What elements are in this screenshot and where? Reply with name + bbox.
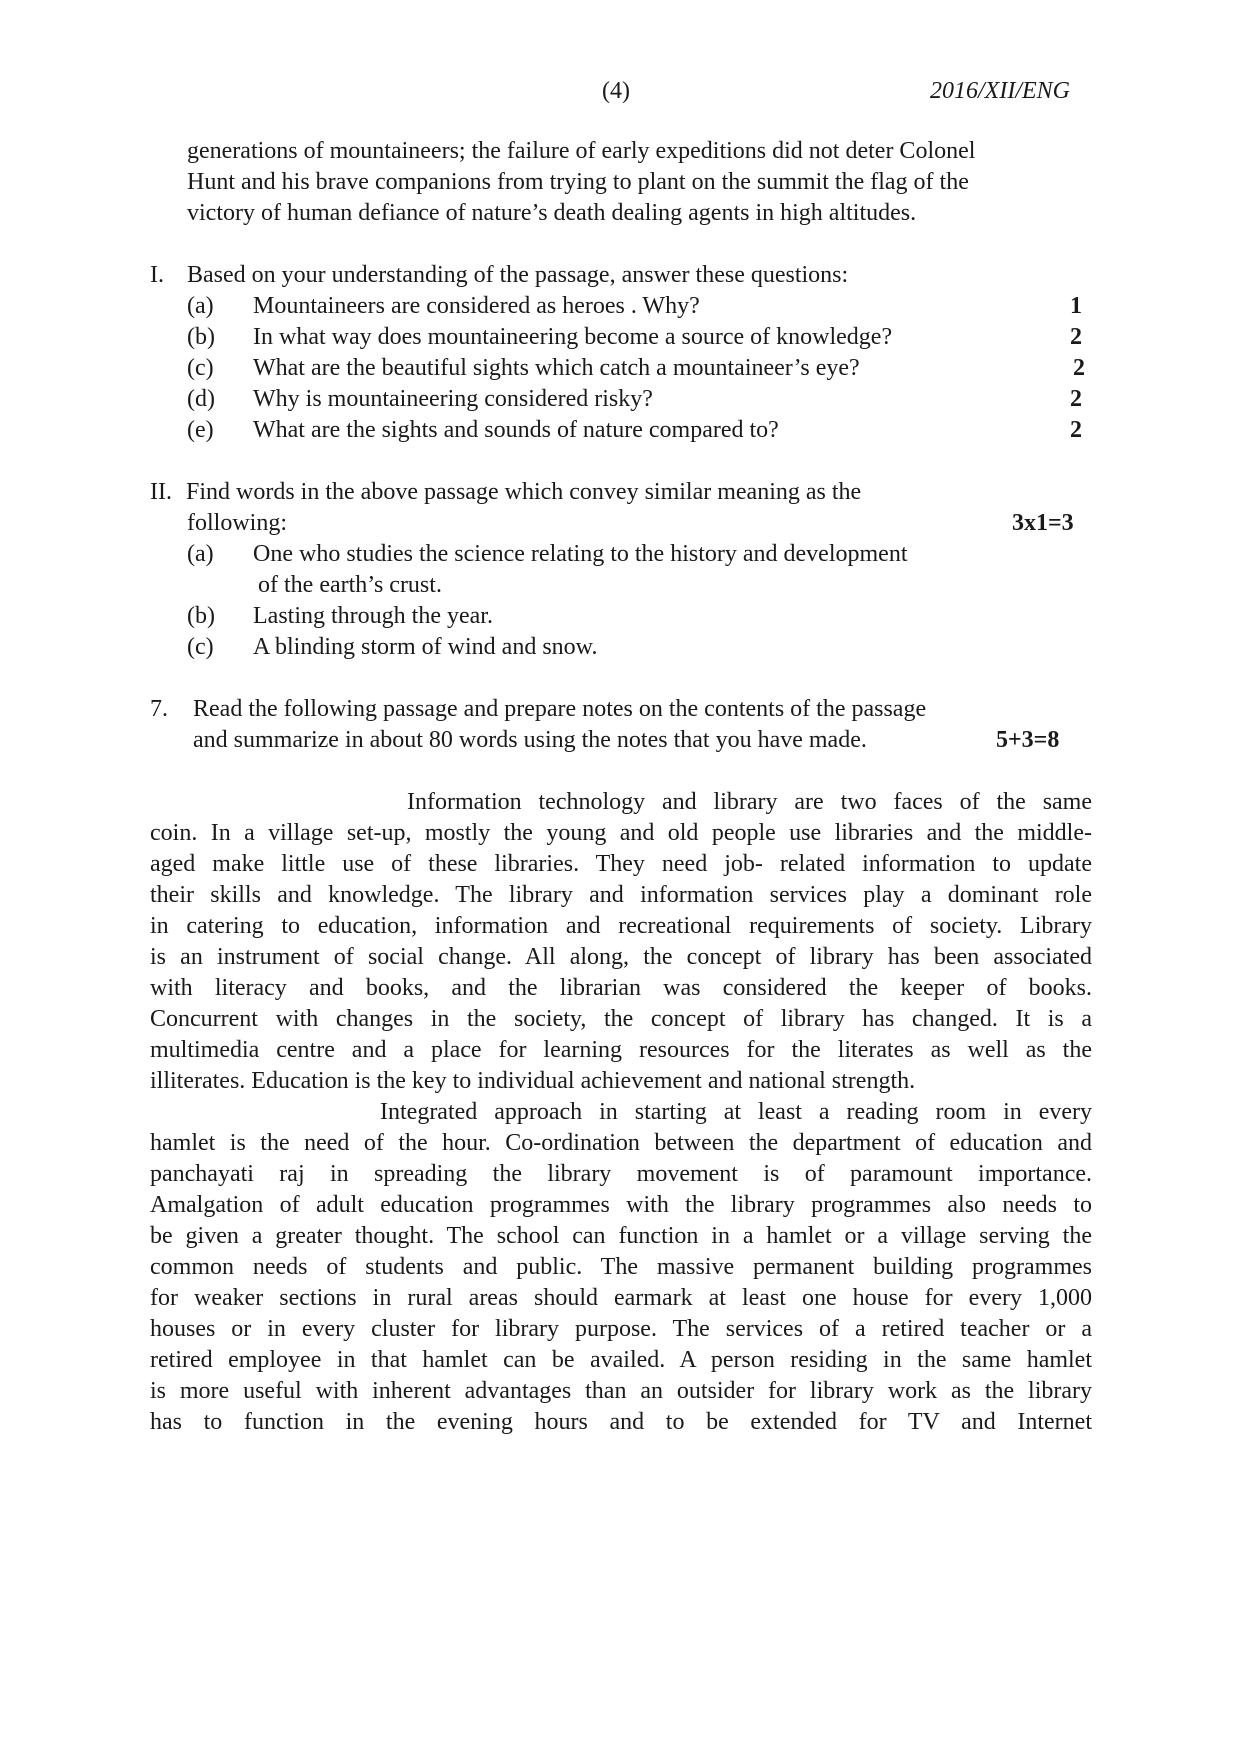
passage-line: with literacy and books, and the librarian was considered the keeper of books. — [150, 975, 1092, 1001]
passage-line: retired employee in that hamlet can be availed. A person residing in the same hamlet — [150, 1347, 1092, 1373]
question-7-text: Read the following passage and prepare notes on the contents of the passage — [193, 696, 927, 722]
question-marks: 1 — [1070, 293, 1082, 319]
question-item — [187, 384, 1092, 415]
word-item-text: One who studies the science relating to the history and development — [253, 541, 908, 567]
section-1-label: I. — [150, 262, 164, 288]
passage-continuation — [187, 136, 1092, 229]
question-text: Why is mountaineering considered risky? — [253, 386, 653, 412]
question-label: (d) — [187, 386, 215, 412]
question-text: What are the beautiful sights which catch a mountaineer’s eye? — [253, 355, 860, 381]
paper-code: 2016/XII/ENG — [930, 78, 1070, 104]
word-item-label: (b) — [187, 603, 215, 629]
question-item — [187, 415, 1092, 446]
question-text: Mountaineers are considered as heroes . Why? — [253, 293, 700, 319]
passage-line: in catering to education, information and recreational requirements of society. Library — [150, 913, 1092, 939]
question-item — [187, 291, 1092, 322]
passage-line: common needs of students and public. The massive permanent building programmes — [150, 1254, 1092, 1280]
question-7-label: 7. — [150, 696, 168, 722]
passage-line: for weaker sections in rural areas should earmark at least one house for every 1,000 — [150, 1285, 1092, 1311]
passage-line: Information technology and library are two faces of the same — [407, 789, 1092, 815]
question-marks: 2 — [1070, 417, 1082, 443]
question-marks: 2 — [1070, 386, 1082, 412]
question-label: (b) — [187, 324, 215, 350]
question-label: (a) — [187, 293, 214, 319]
intro-line: Hunt and his brave companions from trying to plant on the summit the flag of the — [187, 169, 969, 195]
word-item-text: A blinding storm of wind and snow. — [253, 634, 598, 660]
question-text: In what way does mountaineering become a source of knowledge? — [253, 324, 893, 350]
section-2-heading — [150, 477, 1100, 539]
section-1-heading — [150, 260, 1100, 291]
question-7-text: and summarize in about 80 words using the notes that you have made. — [193, 727, 867, 753]
section-2-title-line: following: — [187, 510, 287, 536]
question-item — [187, 353, 1092, 384]
word-item — [187, 632, 1092, 663]
section-2-label: II. — [150, 479, 172, 505]
passage-line: has to function in the evening hours and to be extended for TV and Internet — [150, 1409, 1092, 1435]
passage-line: Concurrent with changes in the society, the concept of library has changed. It is a — [150, 1006, 1092, 1032]
intro-line: victory of human defiance of nature’s death dealing agents in high altitudes. — [187, 200, 917, 226]
passage-line: be given a greater thought. The school can function in a hamlet or a village serving the — [150, 1223, 1092, 1249]
passage-line: hamlet is the need of the hour. Co-ordination between the department of education and — [150, 1130, 1092, 1156]
page-number: (4) — [602, 78, 630, 104]
passage-line: illiterates. Education is the key to individual achievement and national strength. — [150, 1068, 916, 1094]
passage-paragraph-2 — [150, 1097, 1092, 1438]
question-text: What are the sights and sounds of nature compared to? — [253, 417, 779, 443]
section-2-marks: 3x1=3 — [1012, 510, 1074, 536]
section-2-title-line: Find words in the above passage which convey similar meaning as the — [186, 479, 862, 505]
passage-line: coin. In a village set-up, mostly the young and old people use libraries and the middle- — [150, 820, 1092, 846]
passage-line: houses or in every cluster for library purpose. The services of a retired teacher or a — [150, 1316, 1092, 1342]
word-item-text: Lasting through the year. — [253, 603, 493, 629]
passage-line: Integrated approach in starting at least a reading room in every — [380, 1099, 1092, 1125]
word-item — [187, 539, 1092, 601]
passage-line: panchayati raj in spreading the library movement is of paramount importance. — [150, 1161, 1092, 1187]
question-item — [187, 322, 1092, 353]
section-1-title: Based on your understanding of the passage, answer these questions: — [187, 262, 849, 288]
question-7-marks: 5+3=8 — [996, 727, 1060, 753]
word-item-label: (a) — [187, 541, 214, 567]
passage-paragraph-1 — [150, 787, 1092, 1097]
word-item-text: of the earth’s crust. — [258, 572, 442, 598]
passage-line: aged make little use of these libraries. They need job- related information to update — [150, 851, 1092, 877]
passage-line: their skills and knowledge. The library and information services play a dominant role — [150, 882, 1092, 908]
question-marks: 2 — [1073, 355, 1085, 381]
passage-line: multimedia centre and a place for learning resources for the literates as well as the — [150, 1037, 1092, 1063]
passage-line: is more useful with inherent advantages than an outsider for library work as the library — [150, 1378, 1092, 1404]
word-item — [187, 601, 1092, 632]
intro-line: generations of mountaineers; the failure of early expeditions did not deter Colonel — [187, 138, 976, 164]
question-label: (e) — [187, 417, 214, 443]
question-7 — [150, 694, 1100, 756]
passage-line: Amalgation of adult education programmes with the library programmes also needs to — [150, 1192, 1092, 1218]
question-marks: 2 — [1070, 324, 1082, 350]
word-item-label: (c) — [187, 634, 214, 660]
passage-line: is an instrument of social change. All along, the concept of library has been associated — [150, 944, 1092, 970]
question-label: (c) — [187, 355, 214, 381]
